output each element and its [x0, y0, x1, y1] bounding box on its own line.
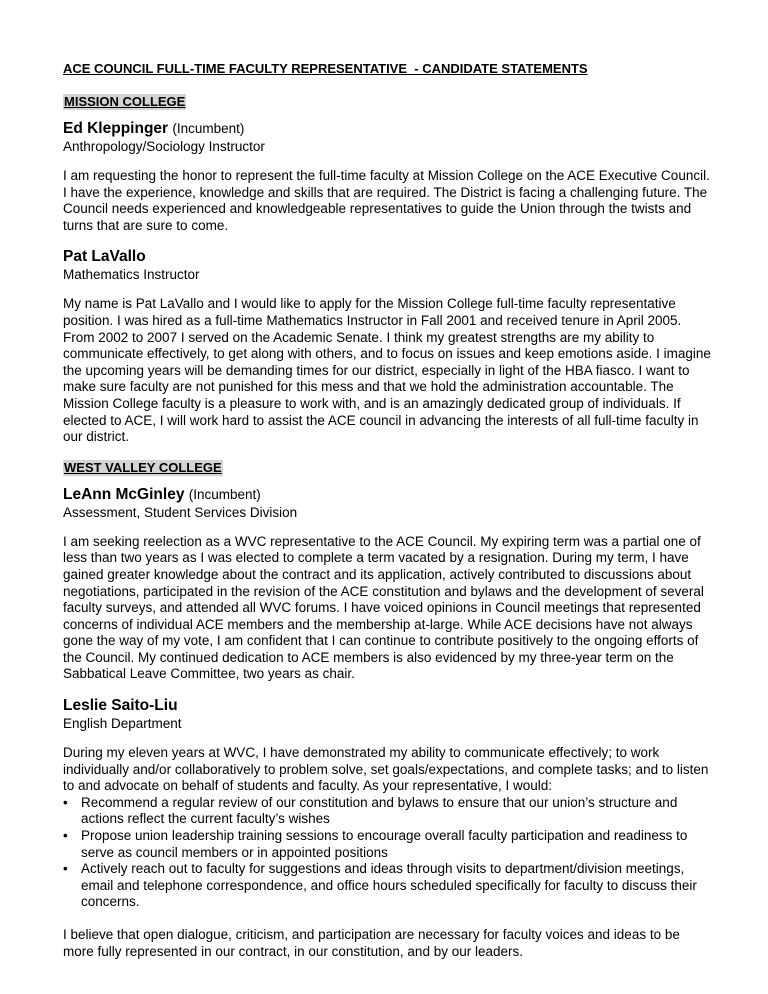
candidate-pat-lavallo	[63, 248, 713, 445]
bullet-icon: •	[63, 794, 68, 810]
candidate-statement: During my eleven years at WVC, I have demonstrated my ability to communicate effectively; to work individually and/or collaboratively to problem solve, set goals/expectations, and complete tasks; and to listen to and advocate on behalf of students and faculty. As your representative, I would:	[63, 745, 709, 794]
list-item	[63, 861, 713, 911]
bullet-icon: •	[63, 861, 68, 877]
list-item	[63, 828, 713, 861]
list-item-text: Recommend a regular review of our constitution and bylaws to ensure that our union’s structure and actions reflect the current faculty’s wishes	[81, 794, 678, 827]
candidate-name-text: LeAnn McGinley	[63, 485, 185, 503]
document-content	[63, 61, 713, 960]
title-emphasis: CANDIDATE STATEMENTS	[422, 61, 588, 76]
candidate-title: English Department	[63, 716, 182, 732]
candidate-statement: I am seeking reelection as a WVC representative to the ACE Council. My expiring term was a partial one of less than two years as I was elected to complete a term vacated by a resignation. During my term, I have gained greater knowledge about the contract and its application, actively contributed to discussions about negotiations, participated in the revision of the ACE constitution and bylaws and the development of several faculty surveys, and attended all WVC forums. I have voiced opinions in Council meetings that represented concerns of individual ACE members and the membership at-large. While ACE decisions have not always gone the way of my vote, I am confident that I can continue to contribute positively to the ongoing efforts of the Council. My continued dedication to ACE members is also evidenced by my three-year term on the Sabbatical Leave Committee, two years as chair.	[63, 533, 704, 682]
candidate-leslie-saito-liu	[63, 697, 713, 960]
proposal-list	[63, 795, 713, 911]
section-west-valley-college	[63, 459, 713, 960]
section-heading: WEST VALLEY COLLEGE	[64, 459, 222, 475]
candidate-name-text: Ed Kleppinger	[63, 120, 169, 137]
candidate-title: Assessment, Student Services Division	[63, 504, 298, 520]
list-item-text: Propose union leadership training sessions to encourage overall faculty participation and readiness to serve as council members or in appointed positions	[81, 828, 688, 860]
candidate-name	[63, 120, 713, 138]
candidate-title: Anthropology/Sociology Instructor	[63, 139, 265, 154]
incumbent-label: (Incumbent)	[172, 121, 245, 136]
list-item	[63, 795, 713, 828]
section-heading: MISSION COLLEGE	[64, 94, 186, 109]
bullet-icon: •	[63, 828, 68, 844]
list-item-text: Actively reach out to faculty for suggestions and ideas through visits to department/division meetings, email and telephone correspondence, and office hours scheduled specifically for faculty to discuss their concerns.	[81, 861, 697, 910]
candidate-name: Pat LaVallo	[63, 248, 146, 266]
candidate-statement: I am requesting the honor to represent the full-time faculty at Mission College on the ACE Executive Council. I have the experience, knowledge and skills that are required. The District is facing a challenging future. The Council needs experienced and knowledgeable representatives to guide the Union through the twists and turns that are sure to come.	[63, 168, 710, 233]
candidate-name	[63, 486, 713, 504]
incumbent-label: (Incumbent)	[188, 486, 261, 502]
candidate-name: Leslie Saito-Liu	[63, 697, 178, 715]
candidate-statement: My name is Pat LaVallo and I would like to apply for the Mission College full-time faculty representative position. I was hired as a full-time Mathematics Instructor in Fall 2001 and received tenure in April 2005. From 2002 to 2007 I served on the Academic Senate. I think my greatest strengths are my ability to communicate effectively, to get along with others, and to focus on issues and keep emotions aside. I imagine the upcoming years will be demanding times for our district, especially in light of the HBA fiasco. I want to make sure faculty are not punished for this mess and that we hold the administration accountable. The Mission College faculty is a pleasure to work with, and is an amazingly dedicated group of individuals. If elected to ACE, I will work hard to assist the ACE council in advancing the interests of all full-time faculty in our district.	[63, 296, 711, 445]
document-title	[63, 61, 713, 77]
closing-statement: I believe that open dialogue, criticism, and participation are necessary for faculty voices and ideas to be more fully represented in our contract, in our constitution, and by our leaders.	[63, 927, 680, 959]
title-prefix: ACE COUNCIL FULL-TIME FACULTY REPRESENTATIVE -	[63, 61, 423, 76]
candidate-title: Mathematics Instructor	[63, 267, 200, 283]
candidate-ed-kleppinger	[63, 120, 713, 234]
section-mission-college	[63, 93, 713, 446]
candidate-leann-mcginley	[63, 486, 713, 683]
